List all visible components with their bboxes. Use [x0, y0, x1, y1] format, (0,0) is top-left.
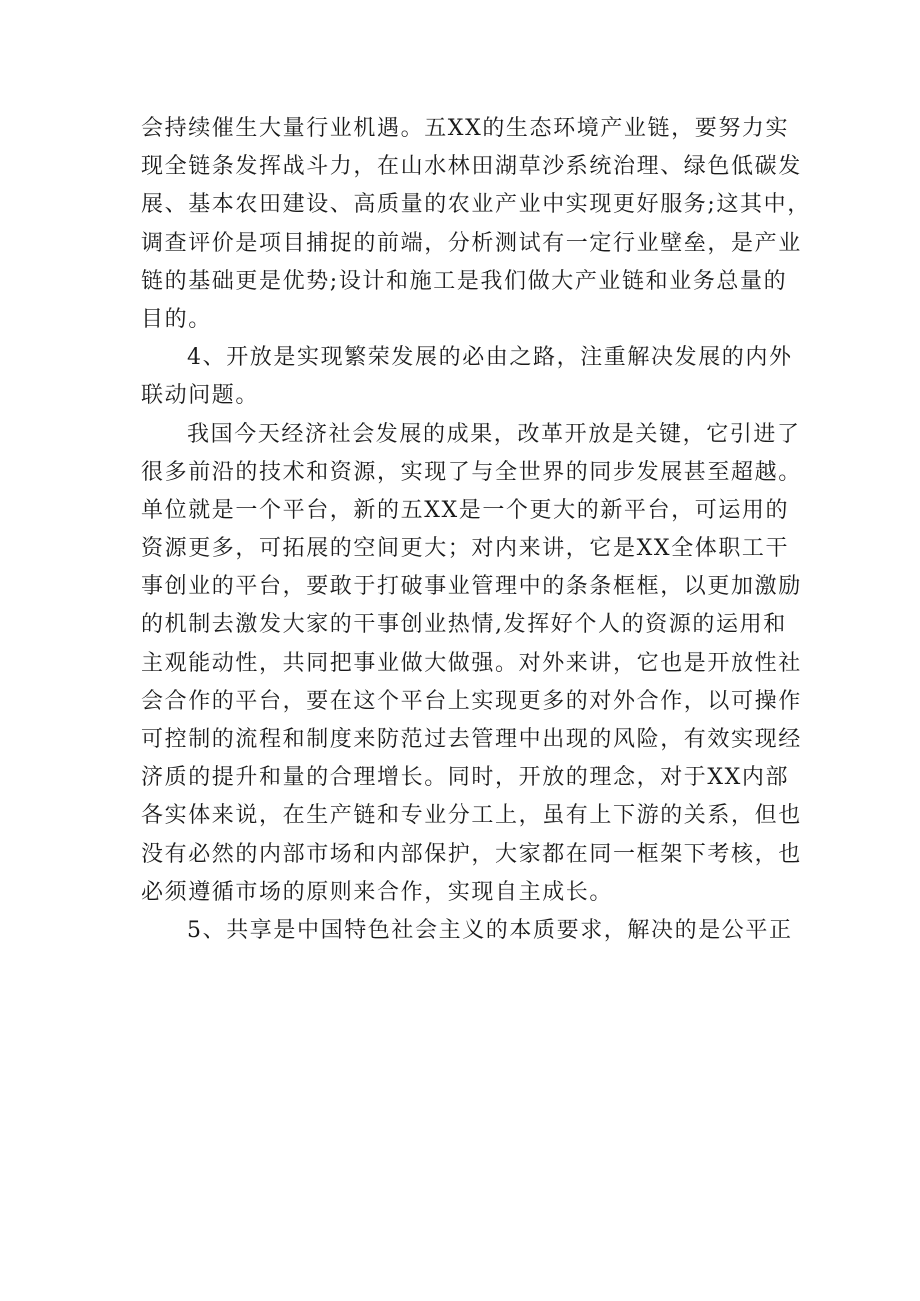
text-line: 单位就是一个平台，新的五XX是一个更大的新平台，可运用的	[141, 497, 790, 523]
text-line: 链的基础更是优势;设计和施工是我们做大产业链和业务总量的	[141, 268, 788, 294]
text-line: 会合作的平台，要在这个平台上实现更多的对外合作，以可操作	[141, 688, 802, 714]
section-heading-4: 4、开放是实现繁荣发展的必由之路，注重解决发展的内外	[187, 345, 793, 371]
text-line: 可控制的流程和制度来防范过去管理中出现的风险，有效实现经	[141, 727, 802, 752]
text-line: 联动问题。	[141, 383, 260, 409]
text-line: 事创业的平台，要敢于打破事业管理中的条条框框，以更加激励	[141, 574, 802, 600]
text-line: 调查评价是项目捕捉的前端，分析测试有一定行业壁垒，是产业	[141, 230, 802, 256]
text-line: 现全链条发挥战斗力，在山水林田湖草沙系统治理、绿色低碳发	[141, 154, 802, 180]
paragraph-start: 我国今天经济社会发展的成果，改革开放是关键，它引进了	[187, 421, 801, 447]
text-line: 必须遵循市场的原则来合作，实现自主成长。	[141, 879, 614, 905]
text-line: 主观能动性，共同把事业做大做强。对外来讲，它也是开放性社	[141, 650, 802, 676]
text-line: 目的。	[141, 306, 212, 332]
text-line: 展、基本农田建设、高质量的农业产业中实现更好服务;这其中，	[141, 192, 811, 218]
text-line: 各实体来说，在生产链和专业分工上，虽有上下游的关系，但也	[141, 803, 802, 829]
text-line: 很多前沿的技术和资源，实现了与全世界的同步发展甚至超越。	[141, 459, 802, 485]
text-line: 资源更多，可拓展的空间更大；对内来讲，它是XX全体职工干	[141, 536, 790, 562]
text-line: 济质的提升和量的合理增长。同时，开放的理念，对于XX内部	[141, 765, 790, 791]
document-body	[141, 110, 811, 950]
section-heading-5: 5、共享是中国特色社会主义的本质要求，解决的是公平正	[187, 917, 793, 943]
text-line: 没有必然的内部市场和内部保护，大家都在同一框架下考核，也	[141, 841, 802, 867]
text-line: 的机制去激发大家的干事创业热情,发挥好个人的资源的运用和	[141, 612, 787, 638]
text-line: 会持续催生大量行业机遇。五XX的生态环境产业链，要努力实	[141, 116, 790, 141]
